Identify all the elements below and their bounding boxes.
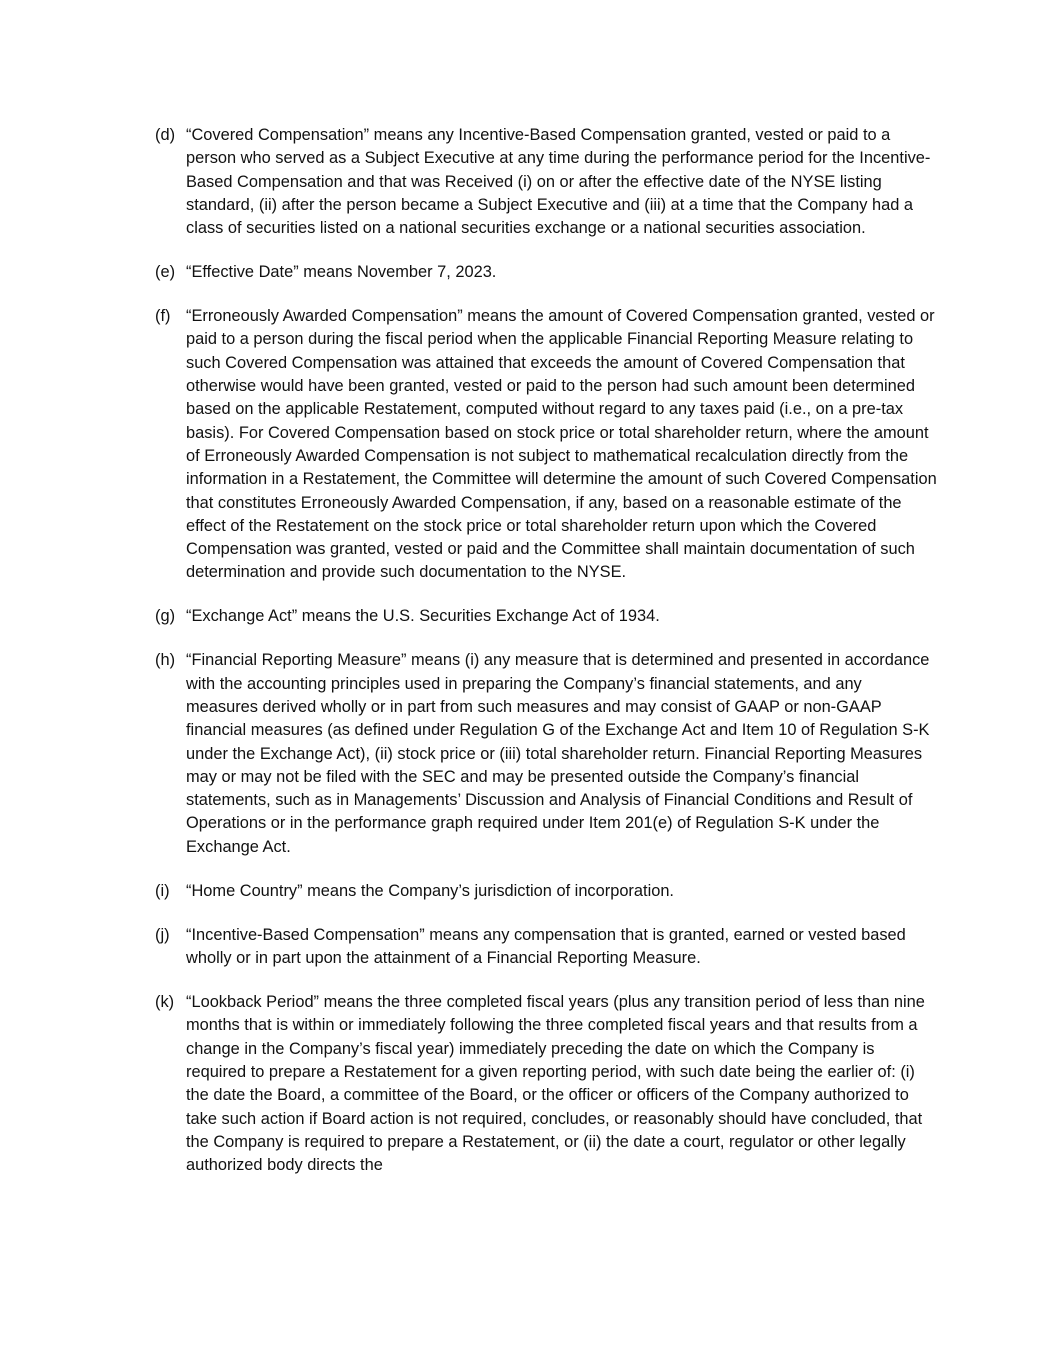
definition-erroneously-awarded-compensation	[155, 305, 937, 585]
item-text: “Covered Compensation” means any Incentive-Based Compensation granted, vested or paid to a person who served as a Subject Executive at any time during the performance period for the Incentive-Based Compensation and that was Received (i) on or after the effective date of the NYSE listing standard, (ii) after the person became a Subject Executive and (iii) at a time that the Company had a class of securities listed on a national securities exchange or a national securities association.	[186, 126, 931, 238]
item-text: “Lookback Period” means the three completed fiscal years (plus any transition period of less than nine months that is within or immediately following the three completed fiscal years and that results from a change in the Company’s fiscal year) immediately preceding the date on which the Company is required to prepare a Restatement for a given reporting period, with such date being the earlier of: (i) the date the Board, a committee of the Board, or the officer or officers of the Company authorized to take such action if Board action is not required, concludes, or reasonably should have concluded, that the Company is required to prepare a Restatement, or (ii) the date a court, regulator or other legally authorized body directs the	[186, 993, 925, 1175]
item-label: (h)	[155, 651, 176, 670]
definition-exchange-act	[155, 605, 937, 628]
definition-lookback-period	[155, 991, 937, 1177]
definition-financial-reporting-measure	[155, 649, 937, 859]
item-text: “Exchange Act” means the U.S. Securities Exchange Act of 1934.	[186, 607, 660, 626]
definition-covered-compensation	[155, 124, 937, 240]
item-label: (d)	[155, 126, 176, 144]
item-label: (g)	[155, 607, 176, 626]
item-label: (f)	[155, 307, 171, 326]
item-text: “Effective Date” means November 7, 2023.	[186, 263, 497, 282]
item-label: (k)	[155, 993, 175, 1012]
item-label: (i)	[155, 881, 170, 900]
item-label: (j)	[155, 925, 170, 944]
item-text: “Financial Reporting Measure” means (i) any measure that is determined and presented in accordance with the accounting principles used in preparing the Company’s financial statements, and any measures derived wholly or in part from such measures and may consist of GAAP or non-GAAP financial measures (as defined under Regulation G of the Exchange Act and Item 10 of Regulation S-K under the Exchange Act), (ii) stock price or (iii) total shareholder return. Financial Reporting Measures may or may not be filed with the SEC and may be presented outside the Company’s financial statements, such as in Managements’ Discussion and Analysis of Financial Conditions and Result of Operations or in the performance graph required under Item 201(e) of Regulation S-K under the Exchange Act.	[186, 651, 930, 856]
item-text: “Home Country” means the Company’s jurisdiction of incorporation.	[186, 881, 674, 900]
item-text: “Incentive-Based Compensation” means any compensation that is granted, earned or vested based wholly or in part upon the attainment of a Financial Reporting Measure.	[186, 925, 906, 968]
item-label: (e)	[155, 263, 176, 282]
item-text: “Erroneously Awarded Compensation” means the amount of Covered Compensation granted, vested or paid to a person during the fiscal period when the applicable Financial Reporting Measure relating to such Covered Compensation was attained that exceeds the amount of Covered Compensation that otherwise would have been granted, vested or paid to the person had such amount been determined based on the applicable Restatement, computed without regard to any taxes paid (i.e., on a pre-tax basis). For Covered Compensation based on stock price or total shareholder return, where the amount of Erroneously Awarded Compensation is not subject to mathematical recalculation directly from the information in a Restatement, the Committee will determine the amount of such Covered Compensation that constitutes Erroneously Awarded Compensation, if any, based on a reasonable estimate of the effect of the Restatement on the stock price or total shareholder return upon which the Covered Compensation was granted, vested or paid and the Committee shall maintain documentation of such determination and provide such documentation to the NYSE.	[186, 307, 937, 582]
definition-effective-date	[155, 261, 937, 284]
definition-home-country	[155, 880, 937, 903]
definition-incentive-based-compensation	[155, 924, 937, 971]
